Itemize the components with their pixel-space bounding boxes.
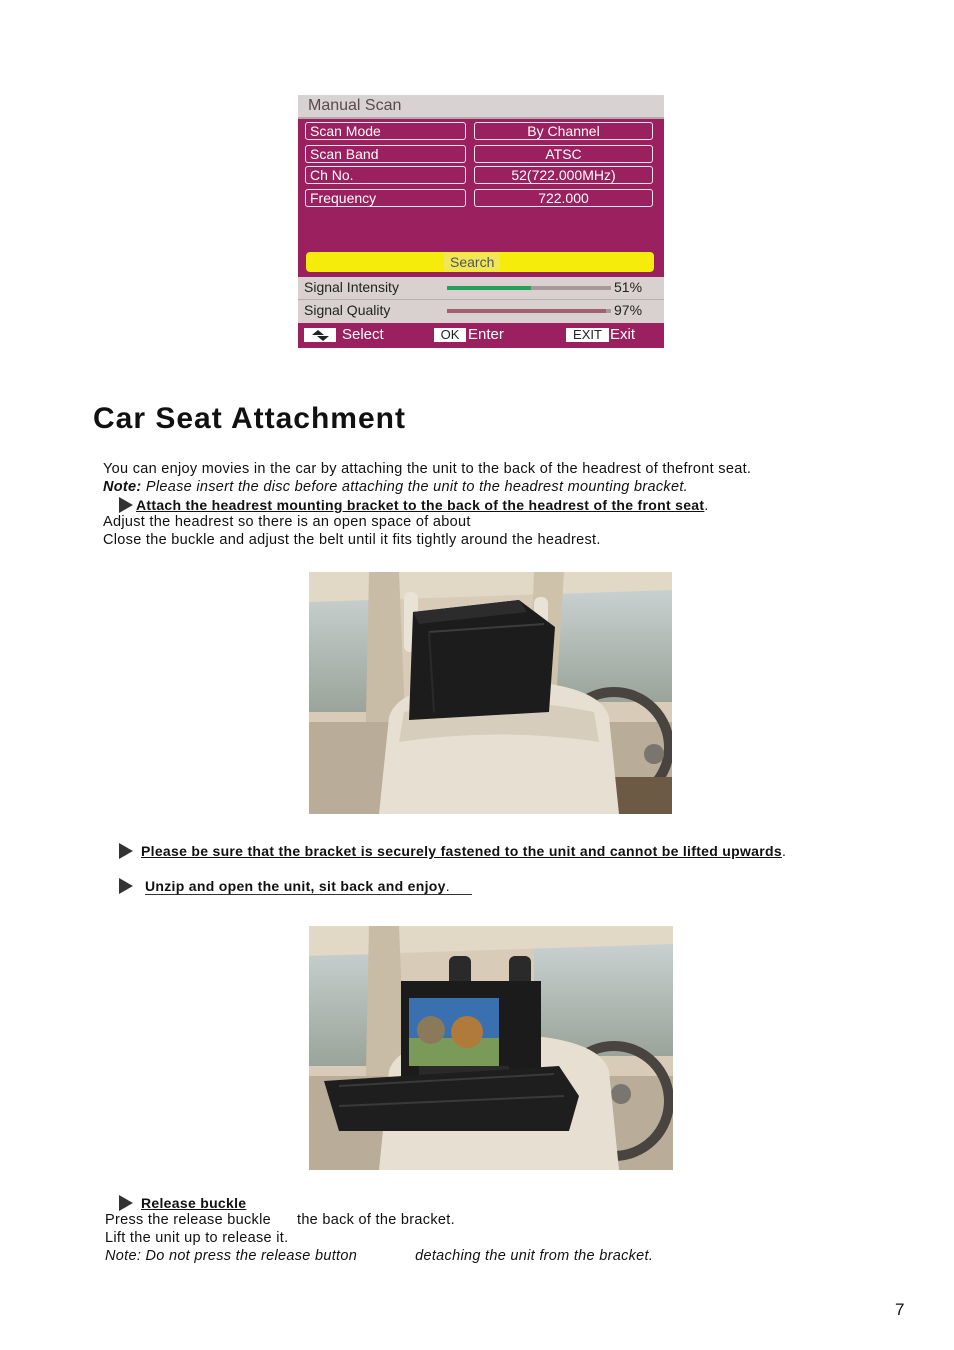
arrow-bullet-icon xyxy=(119,843,133,859)
channel-number-label: Ch No. xyxy=(305,166,466,184)
lift-text: Lift the unit up to release it. xyxy=(105,1230,289,1246)
signal-intensity-row xyxy=(304,277,658,299)
frequency-value[interactable]: 722.000 xyxy=(474,189,653,207)
step-enjoy-text: Unzip and open the unit, sit back and enjoy xyxy=(145,878,446,894)
scan-band-value[interactable]: ATSC xyxy=(474,145,653,163)
scan-band-label: Scan Band xyxy=(305,145,466,163)
signal-panel xyxy=(298,277,664,323)
step-attach-end: . xyxy=(704,497,709,513)
menu-footer xyxy=(298,323,664,348)
photo-bag-closed xyxy=(309,572,672,814)
release-text-b: the back of the bracket. xyxy=(296,1212,455,1228)
adjust-text: Adjust the headrest so there is an open space of about xyxy=(103,514,471,530)
signal-quality-bar xyxy=(447,309,611,313)
arrow-bullet-icon xyxy=(119,878,133,894)
step-secure xyxy=(119,842,786,860)
release-note-b: detaching the unit from the bracket. xyxy=(415,1248,654,1264)
arrow-bullet-icon xyxy=(119,497,133,513)
step-secure-end: . xyxy=(781,843,787,859)
note-line xyxy=(103,478,688,496)
search-button[interactable] xyxy=(306,252,654,272)
step-enjoy xyxy=(119,877,472,895)
exit-hint: Exit xyxy=(610,326,636,343)
intro-text: You can enjoy movies in the car by attaching the unit to the back of the headrest of thefront seat. xyxy=(103,461,752,477)
signal-intensity-fill xyxy=(447,286,531,290)
arrow-bullet-icon xyxy=(119,1195,133,1211)
ok-key: OK xyxy=(434,328,466,342)
search-label: Search xyxy=(444,253,500,271)
step-enjoy-end: . xyxy=(446,878,472,895)
release-heading: Release buckle xyxy=(141,1195,247,1211)
signal-quality-label: Signal Quality xyxy=(304,302,391,318)
step-attach-text: Attach the headrest mounting bracket to the back of the headrest of the front seat xyxy=(136,497,705,513)
step-secure-text: Please be sure that the bracket is securely fastened to the unit and cannot be lifted upwards xyxy=(141,843,782,859)
note-label: Note: xyxy=(103,479,142,495)
enter-hint: Enter xyxy=(468,326,504,343)
release-heading-line xyxy=(119,1194,246,1212)
channel-number-value[interactable]: 52(722.000MHz) xyxy=(474,166,653,184)
scan-mode-value[interactable]: By Channel xyxy=(474,122,653,140)
signal-quality-row xyxy=(304,300,658,322)
menu-title: Manual Scan xyxy=(298,95,664,119)
note-text: Please insert the disc before attaching the unit to the headrest mounting bracket. xyxy=(141,479,688,495)
release-note-a: Note: Do not press the release button xyxy=(105,1248,358,1264)
select-hint: Select xyxy=(342,326,384,343)
release-instructions xyxy=(105,1211,455,1229)
signal-intensity-value: 51% xyxy=(614,279,643,295)
frequency-label: Frequency xyxy=(305,189,466,207)
signal-quality-value: 97% xyxy=(614,302,643,318)
manual-scan-menu xyxy=(298,95,664,348)
exit-key: EXIT xyxy=(566,328,609,342)
page-number: 7 xyxy=(895,1300,905,1319)
signal-quality-fill xyxy=(447,309,606,313)
up-down-arrow-icon xyxy=(304,328,336,342)
section-heading: Car Seat Attachment xyxy=(93,402,406,435)
release-note xyxy=(105,1247,653,1265)
close-text: Close the buckle and adjust the belt until it fits tightly around the headrest. xyxy=(103,532,601,548)
photo-player-open xyxy=(309,926,673,1170)
release-text-a: Press the release buckle xyxy=(105,1212,271,1228)
signal-intensity-label: Signal Intensity xyxy=(304,279,399,295)
scan-mode-label: Scan Mode xyxy=(305,122,466,140)
signal-intensity-bar xyxy=(447,286,611,290)
step-attach xyxy=(119,496,709,514)
